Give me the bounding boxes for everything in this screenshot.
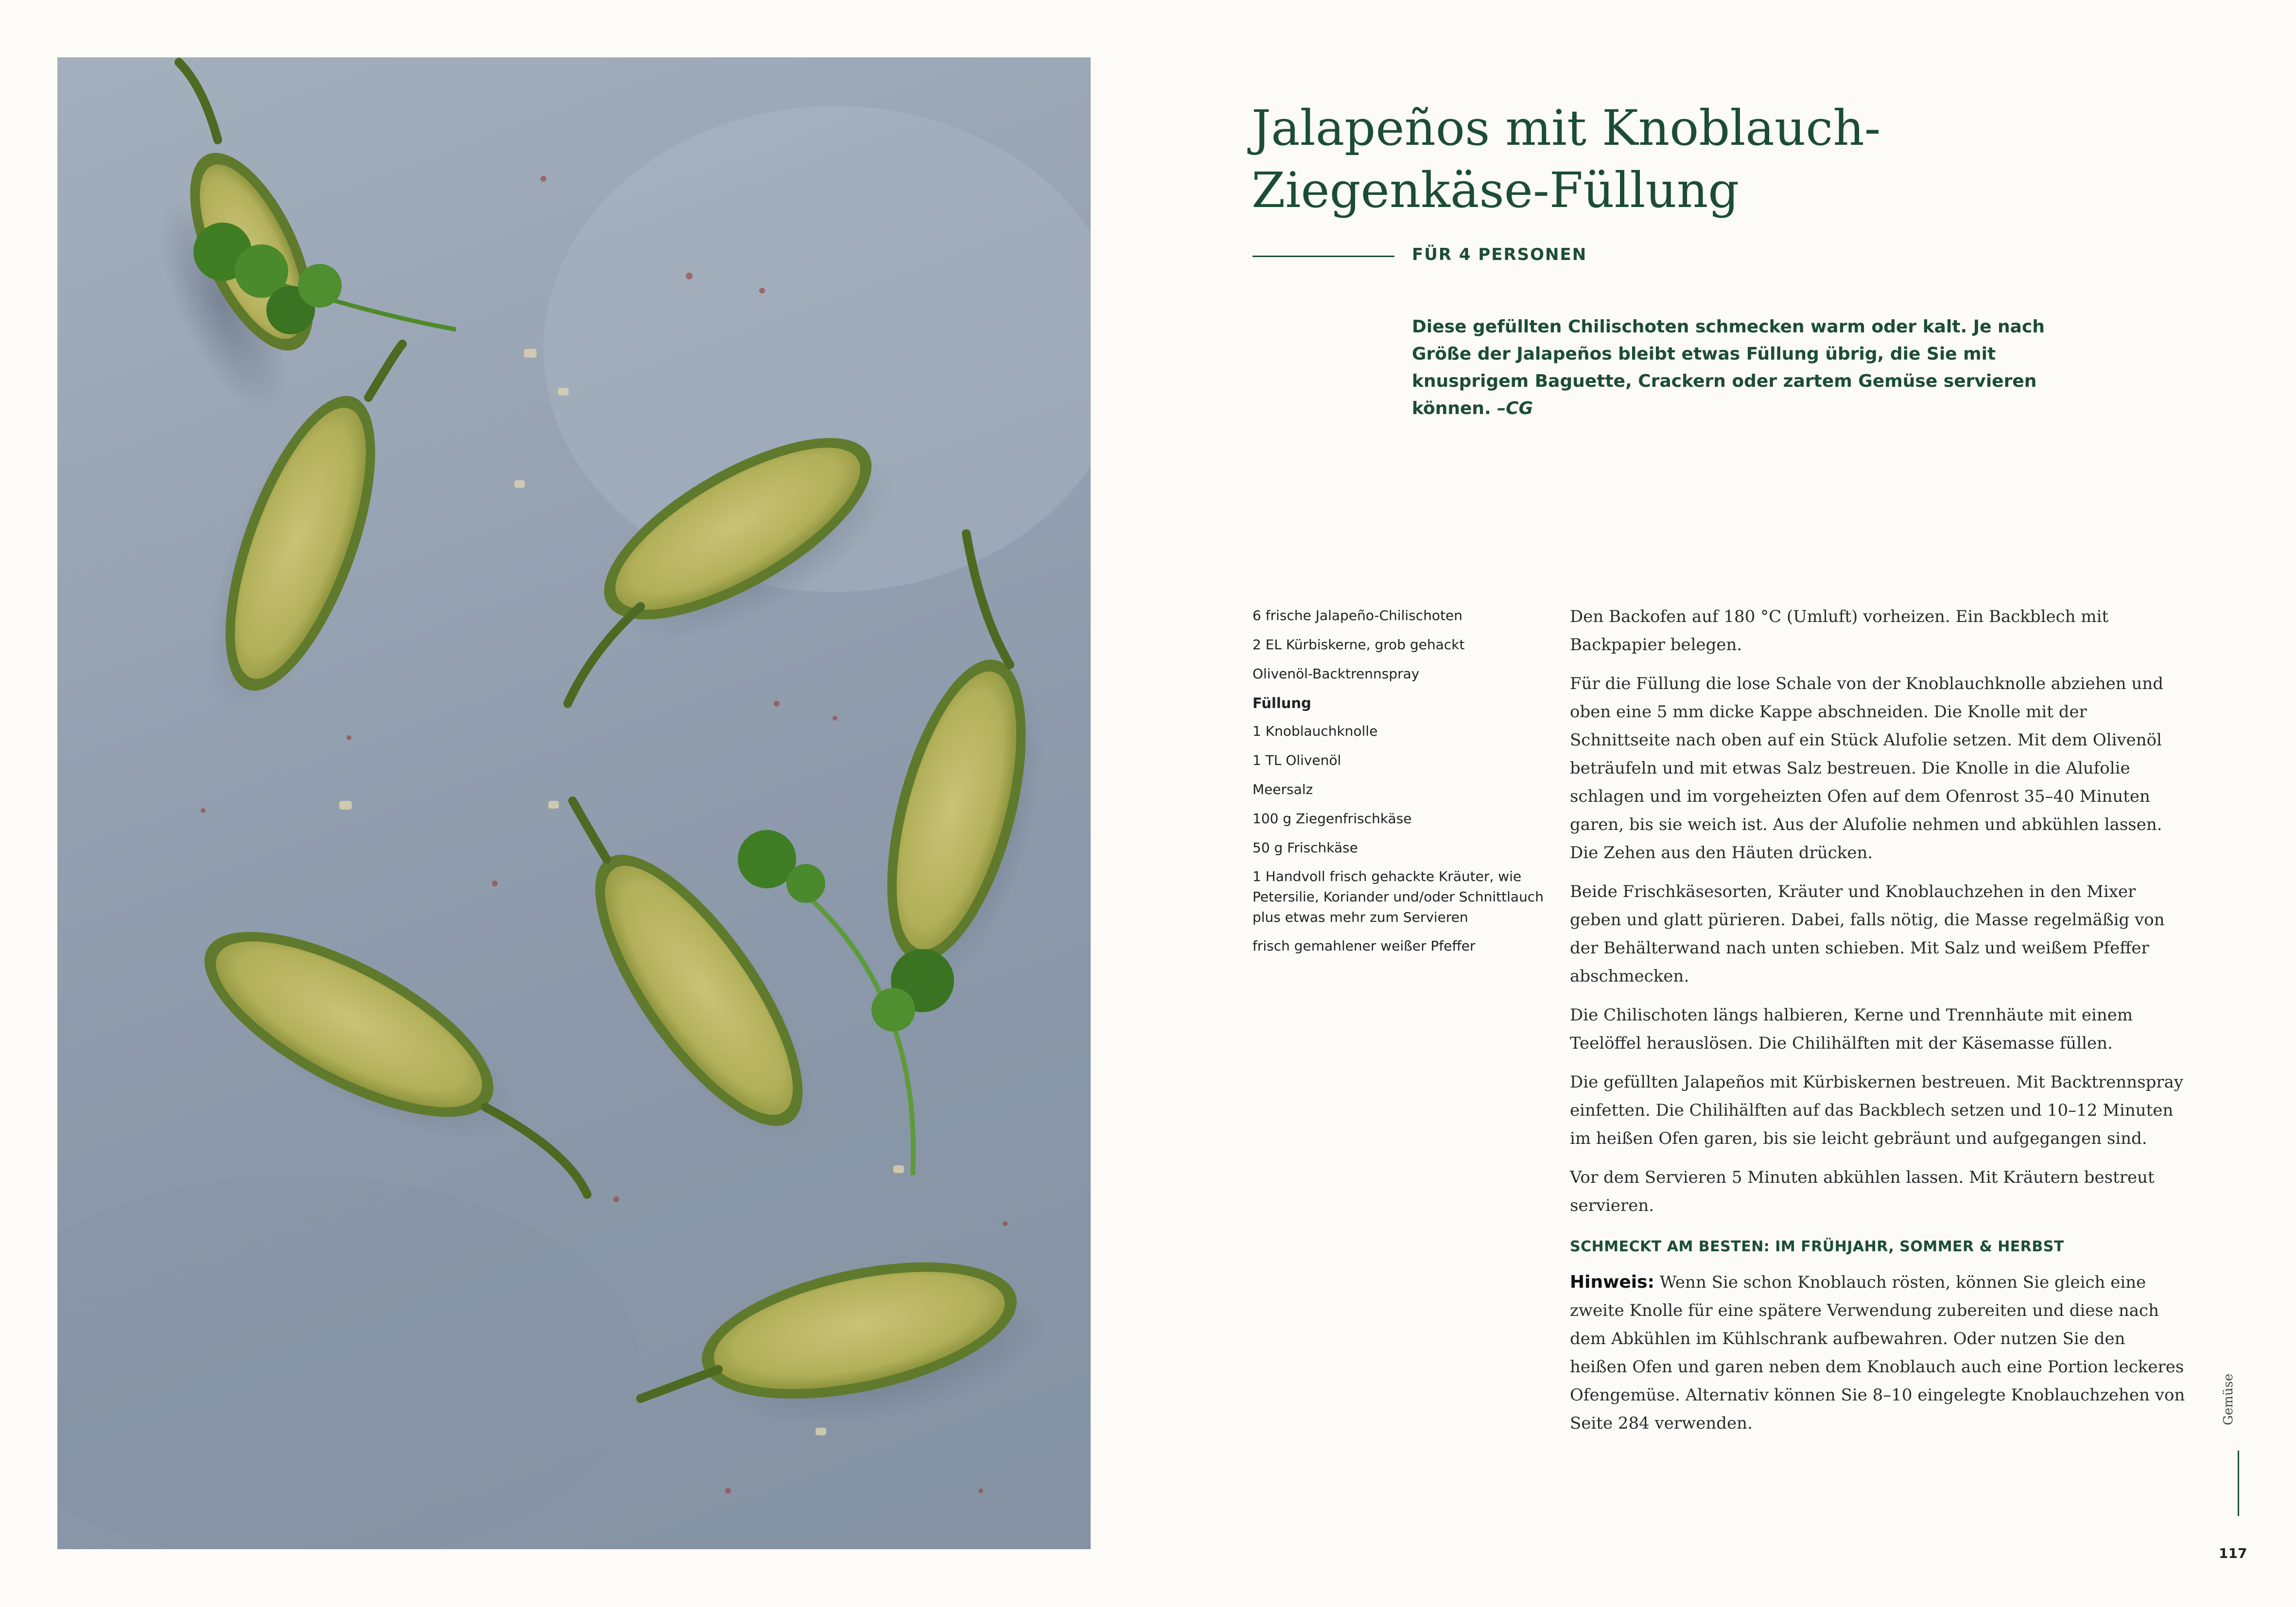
method-step: Für die Füllung die lose Schale von der Knoblauchknolle abziehen und oben eine 5 mm dicke Kappe abschneiden. Die Knolle mit der Schnittseite nach oben auf ein Stück Alufolie setzen. Mit dem Olivenöl beträufeln und mit etwas Salz bestreuen. Die Knolle in die Alufolie schlagen und im vorgeheizten Ofen auf dem Ofenrost 35–40 Minuten garen, bis sie weich ist. Aus der Alufolie nehmen und abkühlen lassen. Die Zehen aus den Häuten drücken. (1570, 674, 2164, 863)
intro-signature: –CG (1497, 398, 1533, 418)
filling-heading: Füllung (1252, 695, 1311, 711)
ingredients-list (1252, 605, 1544, 965)
method-step: Beide Frischkäsesorten, Kräuter und Knoblauchzehen in den Mixer geben und glatt pürieren. Dabei, falls nötig, die Masse regelmäßig von der Behälterwand nach unten schieben. Mit Salz und weißem Pfeffer abschmecken. (1570, 882, 2165, 986)
filling-item: 100 g Ziegenfrischkäse (1252, 811, 1412, 827)
title-divider (1252, 256, 1394, 257)
recipe-title: Jalapeños mit Knoblauch-Ziegenkäse-Füllung (1252, 100, 1881, 219)
hint-text: Wenn Sie schon Knoblauch rösten, können Sie gleich eine zweite Knolle für eine spätere Verwendung zubereiten und diese nach dem Abkühlen im Kühlschrank aufbewahren. Oder nutzen Sie den heißen Ofen und garen neben dem Knoblauch auch eine Portion leckeres Ofengemüse. Alternativ können Sie 8–10 eingelegte Knoblauchzehen von Seite 284 verwenden. (1570, 1273, 2185, 1433)
servings-label: FÜR 4 PERSONEN (1412, 245, 1587, 264)
ingredient-item: 6 frische Jalapeño-Chilischoten (1252, 607, 1463, 623)
filling-item: frisch gemahlener weißer Pfeffer (1252, 938, 1476, 954)
recipe-photo (57, 57, 1091, 1549)
method-step: Die gefüllten Jalapeños mit Kürbiskernen bestreuen. Mit Backtrennspray einfetten. Die Chilihälften auf das Backblech setzen und 10–12 Minuten im heißen Ofen garen, bis sie leicht gebräunt und aufgegangen sind. (1570, 1072, 2184, 1148)
filling-item: Meersalz (1252, 781, 1313, 797)
filling-item: 50 g Frischkäse (1252, 840, 1358, 856)
intro-text: Diese gefüllten Chilischoten schmecken warm oder kalt. Je nach Größe der Jalapeños bleibt etwas Füllung übrig, die Sie mit knusprigem Baguette, Crackern oder zartem Gemüse servieren können. (1412, 317, 2045, 418)
hint-label: Hinweis: (1570, 1272, 1654, 1292)
stuffed-jalapenos-illustration (57, 57, 1091, 1549)
method-step: Die Chilischoten längs halbieren, Kerne und Trennhäute mit einem Teelöffel herauslösen. Die Chilihälften mit der Käsemasse füllen. (1570, 1005, 2133, 1053)
filling-item: 1 TL Olivenöl (1252, 752, 1341, 768)
ingredient-item: 2 EL Kürbiskerne, grob gehackt (1252, 637, 1465, 653)
method-step: Vor dem Servieren 5 Minuten abkühlen lassen. Mit Kräutern bestreut servieren. (1570, 1168, 2155, 1215)
section-tab: Gemüse (2221, 1373, 2236, 1426)
filling-item: 1 Handvoll frisch gehackte Kräuter, wie Petersilie, Koriander und/oder Schnittlauch plus etwas mehr zum Servieren (1252, 868, 1544, 925)
best-season-note: SCHMECKT AM BESTEN: IM FRÜHJAHR, SOMMER & HERBST (1570, 1238, 2064, 1255)
method-steps (1570, 603, 2187, 1448)
page-number: 117 (2219, 1545, 2247, 1561)
filling-item: 1 Knoblauchknolle (1252, 723, 1378, 739)
method-step: Den Backofen auf 180 °C (Umluft) vorheizen. Ein Backblech mit Backpapier belegen. (1570, 607, 2109, 655)
section-tab-line (2238, 1451, 2239, 1516)
recipe-intro (1412, 313, 2058, 422)
ingredient-item: Olivenöl-Backtrennspray (1252, 666, 1420, 682)
hint-note (1570, 1268, 2187, 1437)
